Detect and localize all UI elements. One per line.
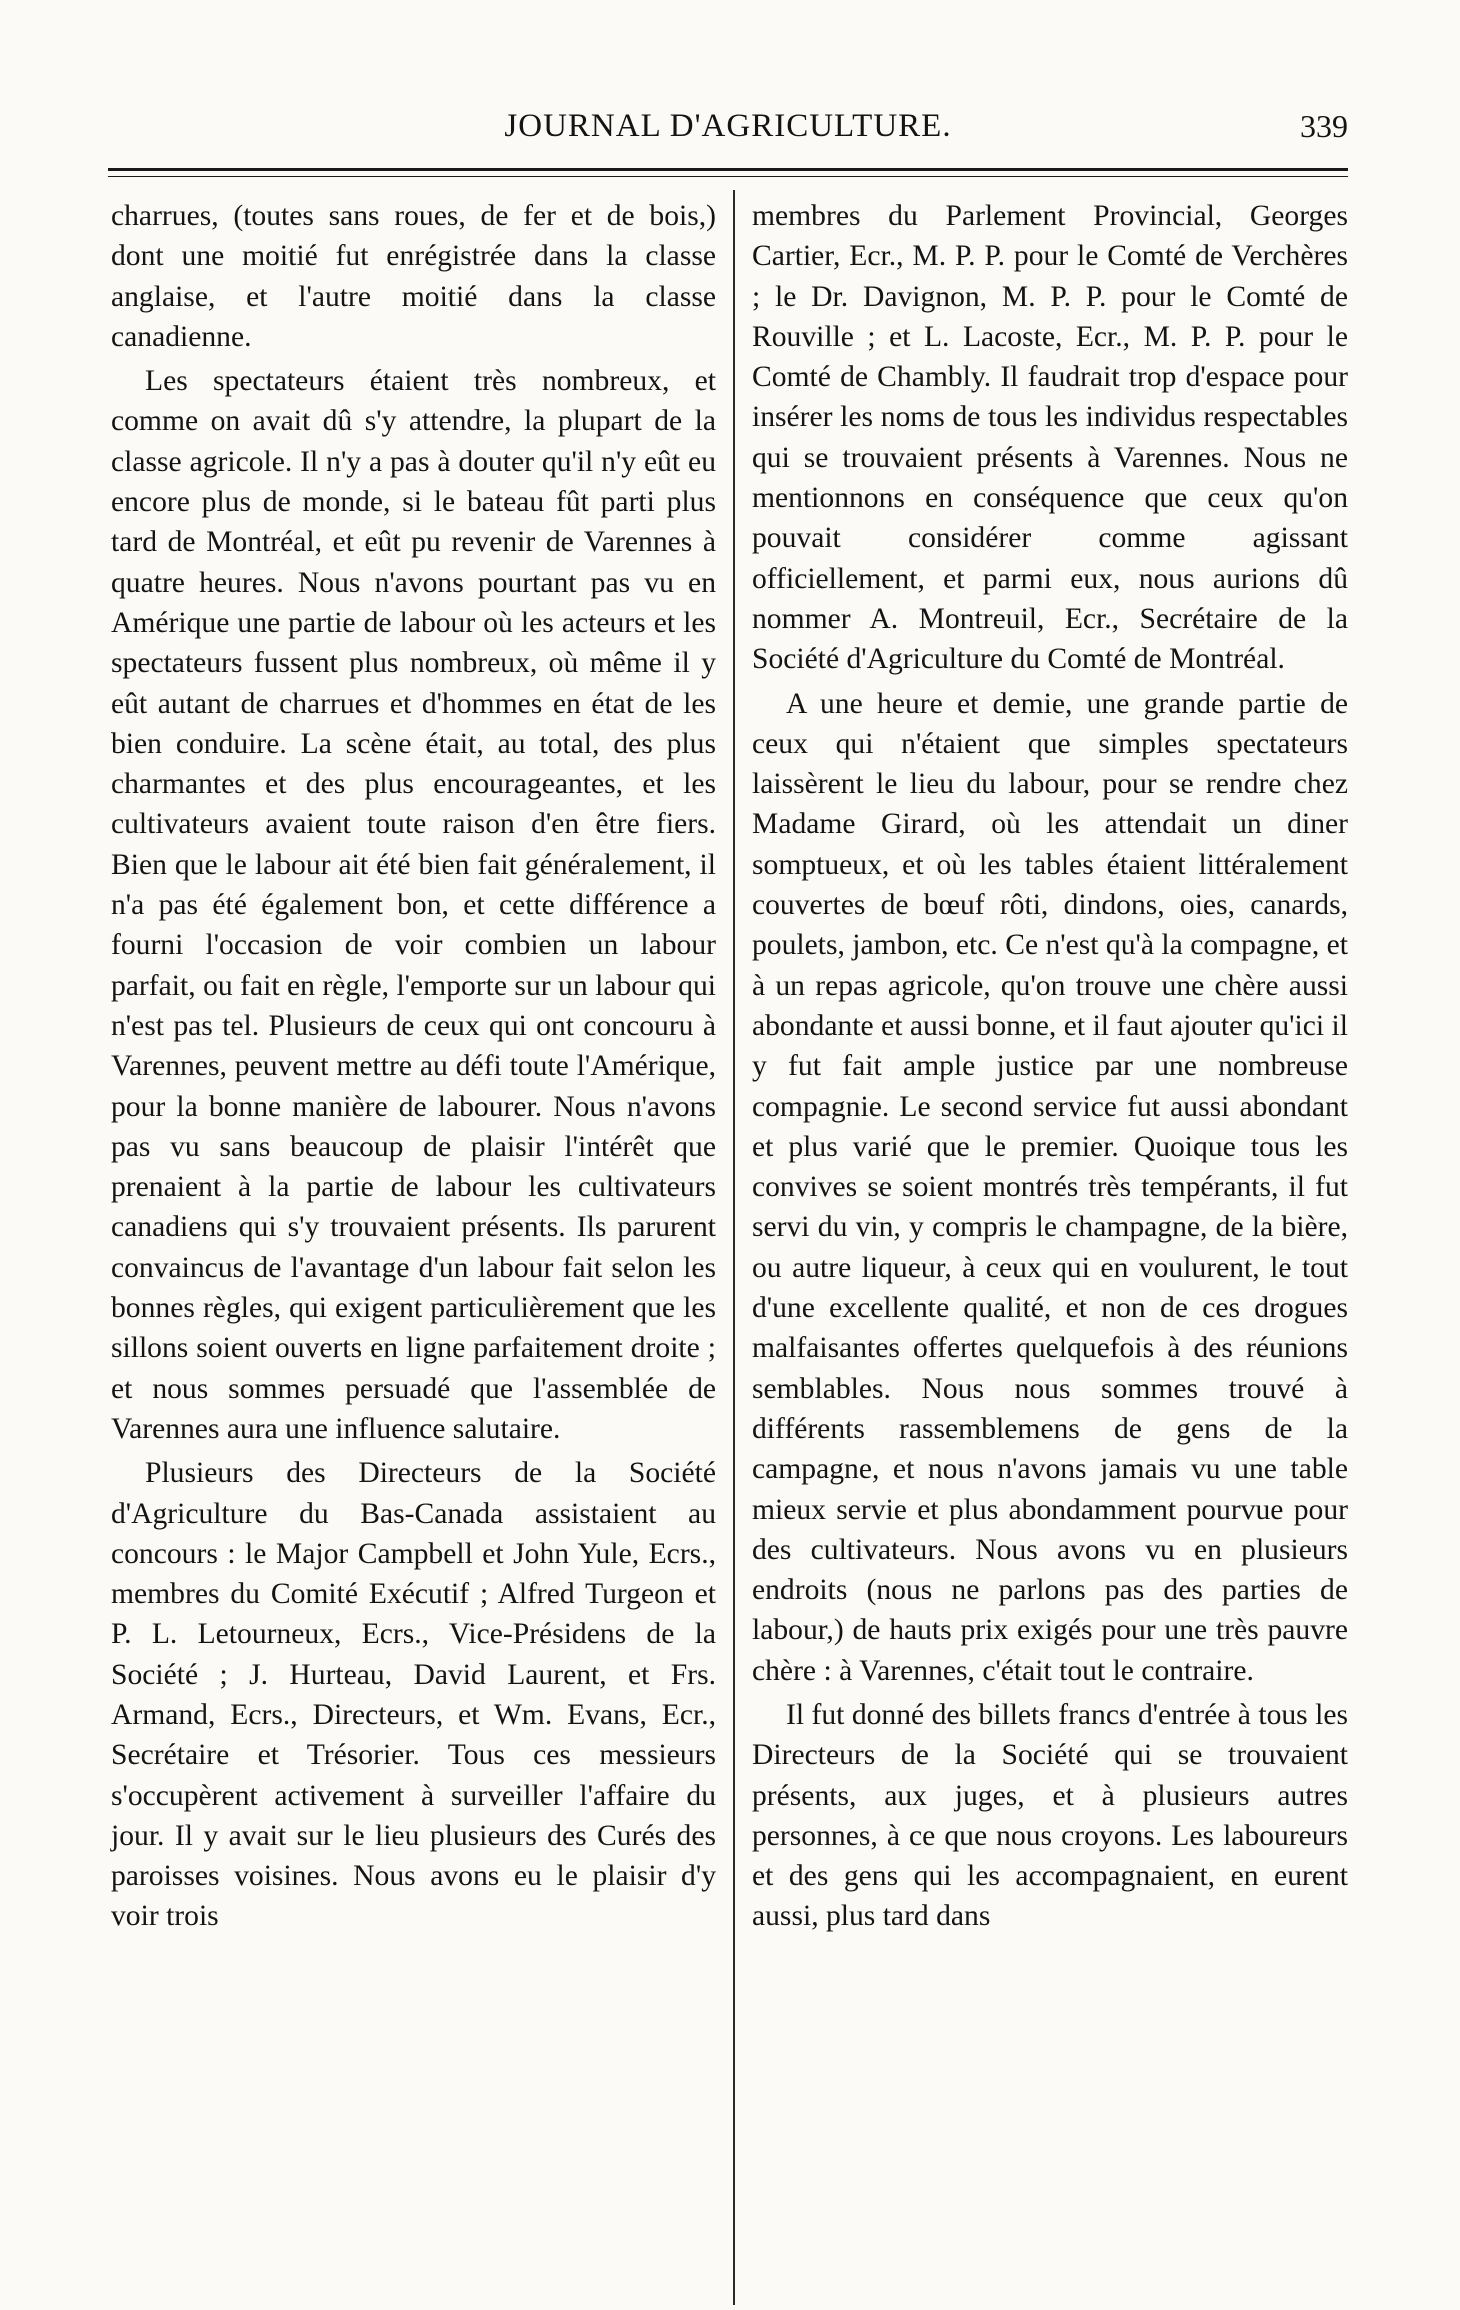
paragraph: Il fut donné des billets francs d'entrée à tous les Directeurs de la Société qui se trouvaient présents, aux juges, et à plusieurs autres personnes, à ce que nous croyons. Les laboureurs et des gens qui les accompagnaient, en eurent aussi, plus tard dans: [752, 1698, 1348, 1933]
column-divider: [733, 190, 735, 2305]
running-title: JOURNAL D'AGRICULTURE.: [504, 108, 952, 144]
header-rule-thin: [108, 176, 1348, 177]
paragraph: A une heure et demie, une grande partie de ceux qui n'étaient que simples spectateurs laissèrent le lieu du labour, pour se rendre chez Madame Girard, où les attendait un diner somptueux, et où les tables étaient littéralement couvertes de bœuf rôti, dindons, oies, canards, poulets, jambon, etc. Ce n'est qu'à la compagne, et à un repas agricole, qu'on trouve une chère aussi abondante et aussi bonne, et il faut ajouter qu'ici il y fut fait ample justice par une nombreuse compagnie. Le second service fut aussi abondant et plus varié que le premier. Quoique tous les convives se soient montrés très tempérants, il fut servi du vin, y compris le champagne, de la bière, ou autre liqueur, à ceux qui en voulurent, le tout d'une excellente qualité, et non de ces drogues malfaisantes offertes quelquefois à des réunions semblables. Nous nous sommes trouvé à différents rassemblemens de gens de la campagne, et nous n'avons jamais vu une table mieux servie et plus abondamment pourvue pour des cultivateurs. Nous avons vu en plusieurs endroits (nous ne parlons pas des parties de labour,) de hauts prix exigés pour une très pauvre chère : à Varennes, c'était tout le contraire.: [752, 687, 1348, 1687]
left-column: [111, 196, 716, 1941]
paragraph: membres du Parlement Provincial, Georges Cartier, Ecr., M. P. P. pour le Comté de Verchères ; le Dr. Davignon, M. P. P. pour le Comté de Rouville ; et L. Lacoste, Ecr., M. P. P. pour le Comté de Chambly. Il faudrait trop d'espace pour insérer les noms de tous les individus respectables qui se trouvaient présents à Varennes. Nous ne mentionnons en conséquence que ceux qu'on pouvait considérer comme agissant officiellement, et parmi eux, nous aurions dû nommer A. Montreuil, Ecr., Secrétaire de la Société d'Agriculture du Comté de Montréal.: [752, 200, 1348, 676]
header-rule-thick: [108, 168, 1348, 171]
paragraph: charrues, (toutes sans roues, de fer et de bois,) dont une moitié fut enrégistrée dans la classe anglaise, et l'autre moitié dans la classe canadienne.: [111, 200, 716, 353]
page-number: 339: [1300, 108, 1348, 144]
right-column: [752, 196, 1348, 1941]
paragraph: Plusieurs des Directeurs de la Société d'Agriculture du Bas-Canada assistaient au concours : le Major Campbell et John Yule, Ecrs., membres du Comité Exécutif ; Alfred Turgeon et P. L. Letourneux, Ecrs., Vice-Présidens de la Société ; J. Hurteau, David Laurent, et Frs. Armand, Ecrs., Directeurs, et Wm. Evans, Ecr., Secrétaire et Trésorier. Tous ces messieurs s'occupèrent activement à surveiller l'affaire du jour. Il y avait sur le lieu plusieurs des Curés des paroisses voisines. Nous avons eu le plaisir d'y voir trois: [111, 1457, 716, 1933]
page-header: [108, 108, 1348, 160]
paragraph: Les spectateurs étaient très nombreux, et comme on avait dû s'y attendre, la plupart de la classe agricole. Il n'y a pas à douter qu'il n'y eût eu encore plus de monde, si le bateau fût parti plus tard de Montréal, et eût pu revenir de Varennes à quatre heures. Nous n'avons pourtant pas vu en Amérique une partie de labour où les acteurs et les spectateurs fussent plus nombreux, où même il y eût autant de charrues et d'hommes en état de les bien conduire. La scène était, au total, des plus charmantes et des plus encourageantes, et les cultivateurs avaient toute raison d'en être fiers. Bien que le labour ait été bien fait généralement, il n'a pas été également bon, et cette différence a fourni l'occasion de voir combien un labour parfait, ou fait en règle, l'emporte sur un labour qui n'est pas tel. Plusieurs de ceux qui ont concouru à Varennes, peuvent mettre au défi toute l'Amérique, pour la bonne manière de labourer. Nous n'avons pas vu sans beaucoup de plaisir l'intérêt que prenaient à la partie de labour les cultivateurs canadiens qui s'y trouvaient présents. Ils parurent convaincus de l'avantage d'un labour fait selon les bonnes règles, qui exigent particulièrement que les sillons soient ouverts en ligne parfaitement droite ; et nous sommes persuadé que l'assemblée de Varennes aura une influence salutaire.: [111, 365, 716, 1445]
